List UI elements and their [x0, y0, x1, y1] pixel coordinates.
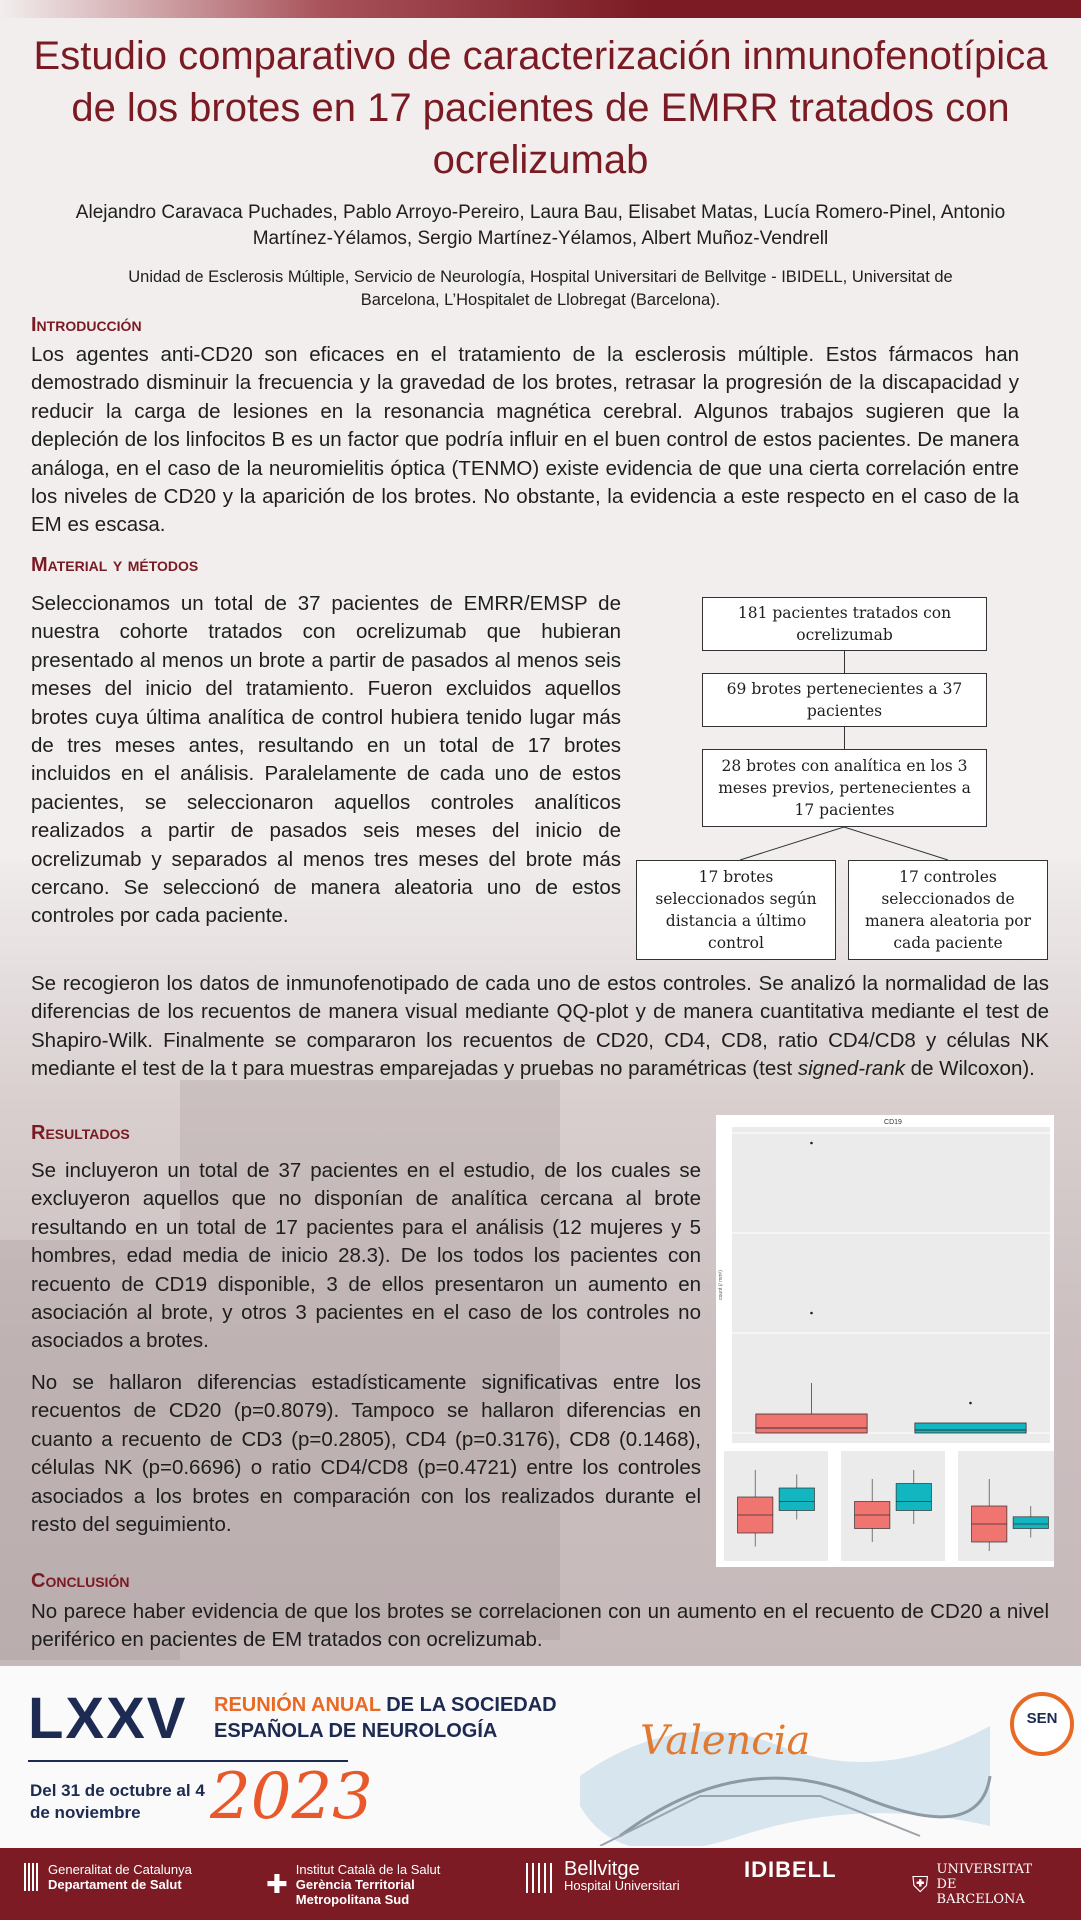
- results-heading: Resultados: [31, 1122, 130, 1144]
- small-box-control: [896, 1484, 931, 1511]
- congress-name: REUNIÓN ANUAL DE LA SOCIEDAD ESPAÑOLA DE NEUROLOGÍA: [214, 1694, 557, 1742]
- ub-shield-icon: ⛨: [912, 1872, 929, 1897]
- flow-branch-lines: [636, 827, 1050, 861]
- flow-connector: [844, 651, 845, 673]
- outlier-point: [810, 1312, 813, 1315]
- congress-city: Valencia: [640, 1718, 811, 1764]
- sen-logo: SEN: [1010, 1692, 1074, 1756]
- generalitat-logo: Generalitat de Catalunya Departament de Salut: [24, 1862, 192, 1892]
- conclusion-heading: Conclusión: [31, 1570, 130, 1592]
- plot-panel: [732, 1127, 1050, 1443]
- ics-cross-icon: ✚: [266, 1869, 288, 1899]
- affiliation: Unidad de Esclerosis Múltiple, Servicio de Neurología, Hospital Universitari de Bellvitge - IBIDELL, Universitat de Barcelona, L’Hospitalet de Llobregat (Barcelona).: [128, 268, 953, 309]
- small-box-control: [1013, 1517, 1048, 1529]
- top-accent-bar: [0, 0, 1081, 18]
- flow-box-random-controls: 17 controles seleccionados de manera aleatoria por cada paciente: [848, 860, 1048, 960]
- outlier-point: [969, 1402, 972, 1405]
- ub-logo: ⛨ UNIVERSITAT DE BARCELONA: [912, 1862, 1032, 1907]
- banner-watercolor: [560, 1686, 1000, 1846]
- box-control: [915, 1423, 1026, 1433]
- congress-number: LXXV: [28, 1686, 188, 1751]
- cd19-boxplot: [716, 1115, 1054, 1445]
- poster-title: Estudio comparativo de caracterización inmunofenotípica de los brotes en 17 pacientes de EMRR tratados con ocrelizumab: [33, 34, 1048, 182]
- small-boxplots: [716, 1447, 1054, 1567]
- flow-box-outbreaks: 69 brotes pertenecientes a 37 pacientes: [702, 673, 987, 727]
- methods-text-1: Seleccionamos un total de 37 pacientes de EMRR/EMSP de nuestra cohorte tratados con ocrelizumab que hubieran presentado al menos un brote a partir de pasados al menos seis meses del inicio del tratamiento. Fueron excluidos aquellos brotes cuya última analítica de control hubiera tenido lugar más de tres meses antes, resultando en un total de 17 brotes incluidos en el análisis. Paralelamente de cada uno de estos pacientes, se seleccionaron aquellos controles analíticos realizados a partir de pasados seis meses del inicio de ocrelizumab y separados al menos tres meses del brote más cercano. Se seleccionó de manera aleatoria uno de estos controles por cada paciente.: [31, 592, 621, 928]
- methods-text-2: Se recogieron los datos de inmunofenotipado de cada uno de estos controles. Se analizó la normalidad de las diferencias de los recuentos de manera visual mediante QQ-plot y de manera cuantitativa mediante el test de Shapiro-Wilk. Finalmente se compararon los recuentos de CD20, CD4, CD8, ratio CD4/CD8 y células NK mediante el test de la t para muestras emparejadas y pruebas no paramétricas (test signed-rank de Wilcoxon).: [31, 972, 1049, 1081]
- flow-box-analytics: 28 brotes con analítica en los 3 meses previos, pertenecientes a 17 pacientes: [702, 749, 987, 827]
- intro-heading: Introducción: [31, 314, 142, 336]
- boxplot-figure: [716, 1115, 1054, 1567]
- conclusion-text: No parece haber evidencia de que los brotes se correlacionen con un aumento en el recuento de CD20 a nivel periférico en pacientes de EM tratados con ocrelizumab.: [31, 1600, 1049, 1652]
- author-list: Alejandro Caravaca Puchades, Pablo Arroyo-Pereiro, Laura Bau, Elisabet Matas, Lucía Romero-Pinel, Antonio Martínez-Yélamos, Sergio Martínez-Yélamos, Albert Muñoz-Vendrell: [75, 202, 1006, 249]
- ics-logo: ✚ Institut Català de la Salut Gerència Territorial Metropolitana Sud: [266, 1862, 441, 1907]
- chart-title: CD19: [884, 1119, 902, 1126]
- y-axis-label: count (/ mm³): [718, 1270, 724, 1300]
- congress-dates: Del 31 de octubre al 4 de noviembre: [30, 1781, 205, 1822]
- box-brote: [756, 1414, 867, 1433]
- small-box-control: [779, 1488, 814, 1511]
- flow-box-patients: 181 pacientes tratados con ocrelizumab: [702, 597, 987, 651]
- methods-heading: Material y métodos: [31, 554, 199, 576]
- bellvitge-logo: Bellvitge Hospital Universitari: [526, 1862, 680, 1893]
- bellvitge-emblem-icon: [526, 1863, 556, 1893]
- results-text-2: No se hallaron diferencias estadísticamente significativas entre los recuentos de CD20 (p=0.8079). Tampoco se hallaron diferencias en cuanto a recuento de CD3 (p=0.2805), CD4 (p=0.3176), CD8 (0.1468), células NK (p=0.6696) o ratio CD4/CD8 (p=0.4721) entre los controles asociados a los brotes en comparación con los realizados durante el resto del seguimiento.: [31, 1371, 701, 1537]
- idibell-logo: IDIBELL: [744, 1857, 837, 1882]
- outlier-point: [810, 1142, 813, 1145]
- results-text-1: Se incluyeron un total de 37 pacientes en el estudio, de los cuales se excluyeron aquellos que no disponían de analítica cercana al brote resultando en un total de 17 pacientes para el análisis (12 mujeres y 5 hombres, edad media de inicio 28.3). De los todos los pacientes con recuento de CD19 disponible, 3 de ellos presentaron un aumento en asociación al brote, y otros 3 pacientes en el caso de los controles no asociados a brotes.: [31, 1159, 701, 1353]
- congress-year: 2023: [210, 1760, 373, 1834]
- generalitat-emblem-icon: [24, 1863, 40, 1891]
- flow-connector: [844, 727, 845, 749]
- intro-text: Los agentes anti-CD20 son eficaces en el tratamiento de la esclerosis múltiple. Estos fármacos han demostrado disminuir la frecuencia y la gravedad de los brotes, retrasar la progresión de la discapacidad y reducir la carga de lesiones en la resonancia magnética cerebral. Algunos trabajos sugieren que la depleción de los linfocitos B es un factor que podría influir en el buen control de estos pacientes. De manera análoga, en el caso de la neuromielitis óptica (TENMO) existe evidencia de que una cierta correlación entre los niveles de CD20 y la aparición de los brotes. No obstante, la evidencia a este respecto en el caso de la EM es escasa.: [31, 343, 1019, 537]
- flow-box-selected-outbreaks: 17 brotes seleccionados según distancia a último control: [636, 860, 836, 960]
